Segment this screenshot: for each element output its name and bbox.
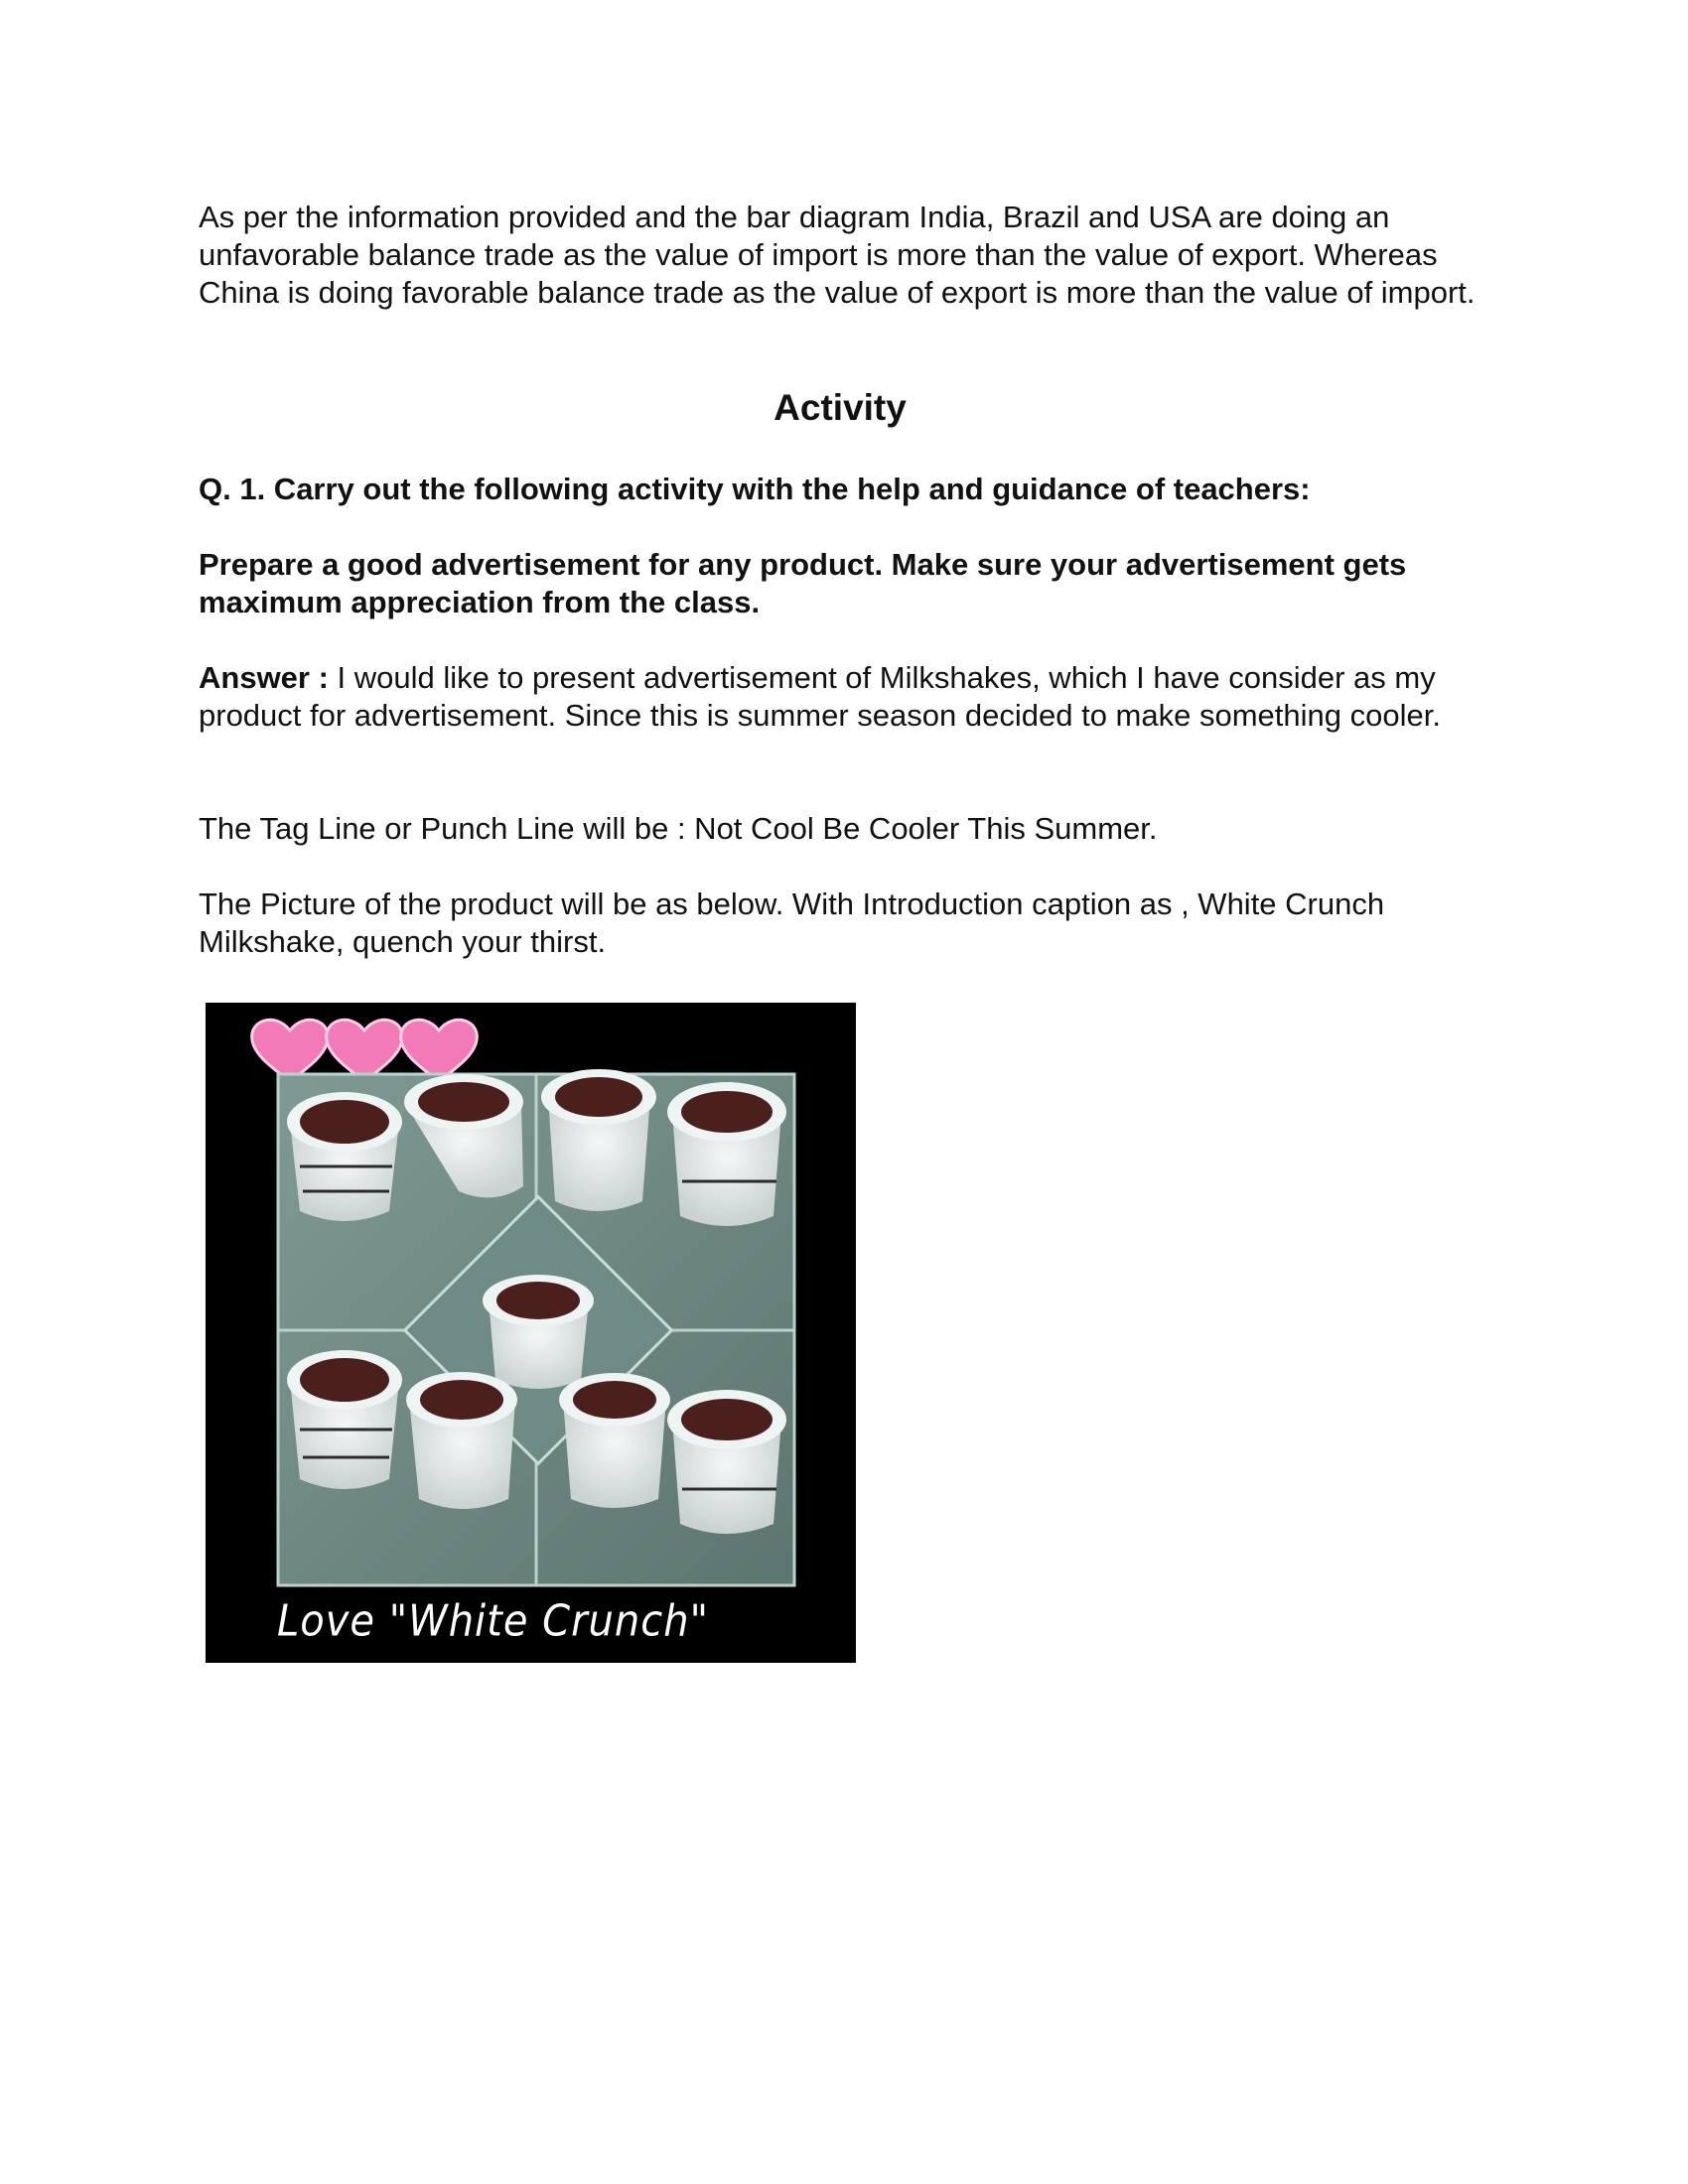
- activity-heading: Activity: [774, 387, 907, 428]
- intro-paragraph: As per the information provided and the bar diagram India, Brazil and USA are doing an unfavorable balance trade as the value of import is more than the value of export. Whereas China is doing favorable balance trade as the value of export is more than the value of import.: [199, 200, 1476, 310]
- question-title: Q. 1. Carry out the following activity with the help and guidance of teachers:: [199, 472, 1311, 506]
- tag-line: The Tag Line or Punch Line will be : Not Cool Be Cooler This Summer.: [199, 811, 1158, 846]
- milkshake-collage: [206, 1003, 856, 1663]
- answer-text: I would like to present advertisement of Milkshakes, which I have consider as my product for advertisement. Since this is summer season decided to make something cooler.: [199, 660, 1441, 733]
- question-body: Prepare a good advertisement for any product. Make sure your advertisement gets maximum appreciation from the class.: [199, 547, 1407, 619]
- answer-paragraph: [199, 659, 1499, 735]
- advertisement-caption: Love "White Crunch": [277, 1595, 709, 1647]
- advertisement-image: [206, 1003, 856, 1663]
- answer-label: Answer :: [199, 660, 329, 695]
- picture-intro: The Picture of the product will be as below. With Introduction caption as , White Crunch Milkshake, quench your thirst.: [199, 887, 1385, 959]
